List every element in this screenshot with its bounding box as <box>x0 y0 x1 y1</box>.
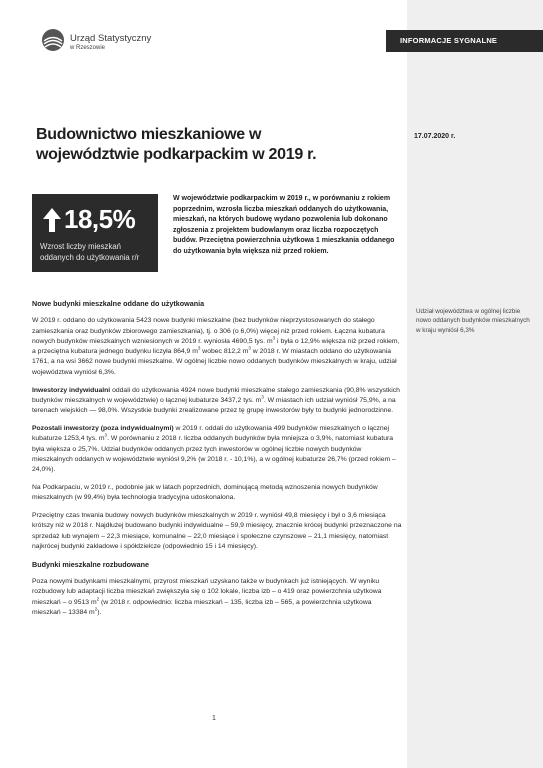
kpi-box <box>32 194 158 272</box>
section-heading-extended-buildings: Budynki mieszkalne rozbudowane <box>32 559 150 569</box>
side-note: Udział województwa w ogólnej liczbie nowo oddanych budynków mieszkalnych w kraju wyniósł 6,3% <box>416 308 530 334</box>
main-content <box>32 299 402 626</box>
paragraph-other-investors: Pozostali inwestorzy (poza indywidualnymi) w 2019 r. oddali do użytkowania 499 budynków mieszkalnych o łącznej kubaturze 1253,4 tys. $m^3$. W porównaniu z 2018 r. liczba oddanych budynków była mniejsza o 3,9%, natomiast kubatura była większa o 25,7%. Udział budynków oddanych przez tych inwestorów w ogólnej liczbie nowych budynków mieszkalnych oddanych w województwie wyniósł 9,2% (w 2018 r. - 10,1%), a w ogólnej kubaturze 26,7% (przed rokiem – 24,0%). <box>32 424 396 474</box>
paragraph-construction-time: Przeciętny czas trwania budowy nowych budynków mieszkalnych w 2019 r. wyniósł 49,8 miesięcy i był o 3,6 miesiąca krótszy niż w 2018 r. Najdłużej budowano budynki indywidualne – 59,9 miesięcy, znacznie krócej budynki przeznaczone na sprzedaż lub wynajem – 22,3 miesiące, komunalne – 22,0 miesiące i społeczne czynszowe – 21,1 miesięcy, natomiast najkrócej budynki zakładowe i spółdzielcze (odpowiednio 15 i 14 miesięcy). <box>32 512 402 550</box>
page-title: Budownictwo mieszkaniowe w województwie podkarpackim w 2019 r. <box>36 126 317 163</box>
paragraph-overview: W 2019 r. oddano do użytkowania 5423 nowe budynki mieszkalne (bez budynków nieprzystosowanych do stałego zamieszkania oraz budynków zbiorowego zamieszkania), tj. o 306 (o 6,0%) więcej niż przed rokiem. Łączna kubatura nowych budynków mieszkalnych wzniesionych w 2019 r. wyniosła 4690,5 tys. $m^3$ i była o 12,9% większa niż przed rokiem, a przeciętna kubatura jednego budynku liczyła 864,9 $m^3$ wobec 812,2 $m^3$ w 2018 r. W miastach oddano do użytkowania 1761, a na wsi 3662 nowe budynki mieszkalne. W ogólnej liczbie nowo oddanych budynków mieszkalnych w kraju, udział województwa wyniósł 6,3%. <box>32 317 400 376</box>
office-name: Urząd Statystyczny <box>70 33 152 44</box>
arrow-up-icon <box>42 207 62 233</box>
section-heading-new-buildings: Nowe budynki mieszkalne oddane do użytkowania <box>32 299 205 308</box>
office-emblem-icon <box>41 28 65 52</box>
sidebar-background <box>407 0 543 768</box>
office-location: w Rzeszowie <box>70 45 106 51</box>
kpi-value: 18,5% <box>64 204 136 234</box>
page-number: 1 <box>212 715 216 722</box>
paragraph-technology: Na Podkarpaciu, w 2019 r., podobnie jak w latach poprzednich, dominującą metodą wznoszenia nowych budynków mieszkalnych (w 99,4%) była technologia tradycyjna udoskonalona. <box>32 483 378 502</box>
lead-paragraph: W województwie podkarpackim w 2019 r., w porównaniu z rokiem poprzednim, wzrosła liczba mieszkań oddanych do użytkowania, mieszkań, na których budowę wydano pozwolenia lub dokonano zgłoszenia z projektem budowlanym oraz liczba rozpoczętych budów. Przeciętna powierzchnia użytkowa 1 mieszkania oddanego do użytkowania była większa niż przed rokiem. <box>173 195 395 255</box>
paragraph-extensions: Poza nowymi budynkami mieszkalnymi, przyrost mieszkań uzyskano także w budynkach już istniejących. W wyniku rozbudowy lub adaptacji liczba mieszkań zwiększyła się o 102 lokale, liczba izb – o 419 oraz powierzchnia użytkowa mieszkań – o 9513 $m^2$ (w 2018 r. odpowiednio: liczba mieszkań – 135, liczba izb – 565, a powierzchnia użytkowa mieszkań – 13384 $m^2$). <box>32 578 382 616</box>
publication-date: 17.07.2020 r. <box>414 133 456 140</box>
publication-type-tag: INFORMACJE SYGNALNE <box>386 30 543 52</box>
kpi-label: Wzrost liczby mieszkań oddanych do użytkowania r/r <box>40 242 140 262</box>
office-logo <box>41 28 171 60</box>
paragraph-individual-investors: Inwestorzy indywidualni oddali do użytkowania 4924 nowe budynki mieszkalne stałego zamieszkania (90,8% wszystkich budynków mieszkalnych w województwie) o łącznej kubaturze 3437,2 tys. $m^3$. W miastach ich udział wyniósł 75,9%, a na terenach wiejskich — 98,0%. Wszystkie budynki zrealizowane przez tę grupę inwestorów były to budynki jednorodzinne. <box>32 386 400 415</box>
